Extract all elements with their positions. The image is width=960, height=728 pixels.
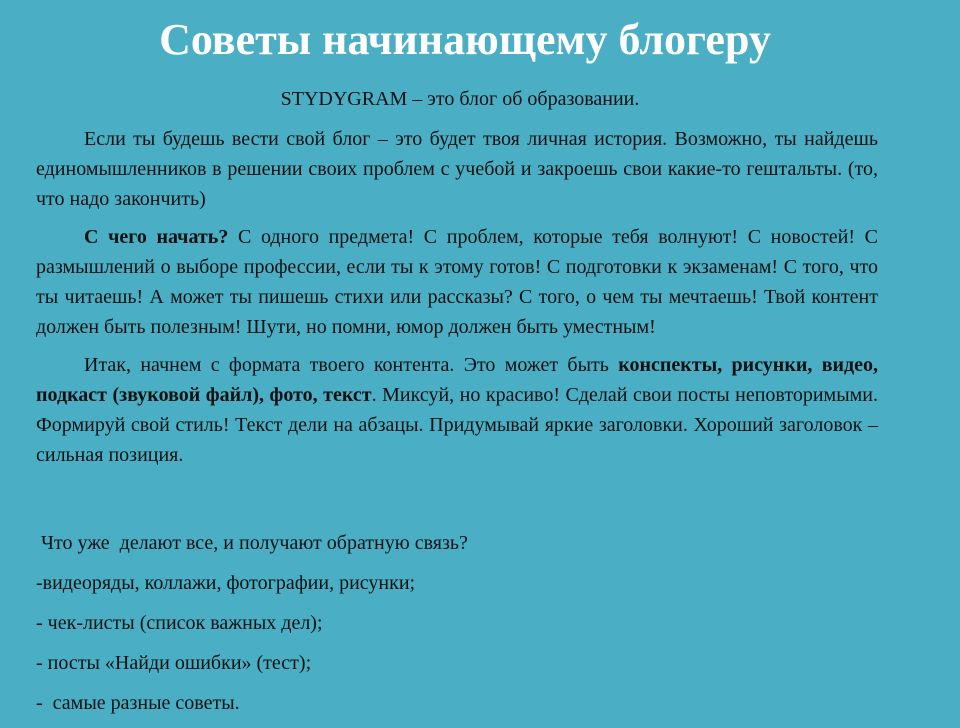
list-item: - самые разные советы. xyxy=(36,692,240,714)
slide-subtitle: STYDYGRAM – это блог об образовании. xyxy=(280,88,640,110)
slide-title: Советы начинающему блогеру xyxy=(159,15,771,64)
list-item: - чек-листы (список важных дел); xyxy=(36,612,323,634)
list-question: Что уже делают все, и получают обратную связь? xyxy=(36,532,468,554)
body-text xyxy=(36,124,878,478)
paragraph-how-to-start-text: С одного предмета! С проблем, которые тебя волнуют! С новостей! С размышлений о выборе профессии, если ты к этому готов! С подготовки к экзаменам! С того, что ты читаешь! А может ты пишешь стихи или рассказы? С того, о чем ты мечтаешь! Твой контент должен быть полезным! Шути, но помни, юмор должен быть уместным! xyxy=(36,226,878,338)
paragraph-how-to-start xyxy=(36,222,878,342)
feedback-list xyxy=(36,528,878,728)
paragraph-content-format-text: . Миксуй, но красиво! Сделай свои посты неповторимыми. Формируй свой стиль! Текст дели на абзацы. Придумывай яркие заголовки. Хороший заголовок – сильная позиция. xyxy=(36,384,879,466)
list-item: -видеоряды, коллажи, фотографии, рисунки; xyxy=(36,572,416,594)
paragraph-content-format-bold: конспекты, рисунки, видео, подкаст (звуковой файл), фото, текст xyxy=(36,354,879,406)
paragraph-content-format xyxy=(36,350,878,470)
paragraph-how-to-start-heading: С чего начать? xyxy=(84,226,229,248)
list-item: - посты «Найди ошибки» (тест); xyxy=(36,652,312,674)
paragraph-intro: Если ты будешь вести свой блог – это будет твоя личная история. Возможно, ты найдешь единомышленников в решении своих проблем с учебой и закроешь свои какие-то гештальты. (то, что надо закончить) xyxy=(36,128,878,210)
paragraph-content-format-lead: Итак, начнем с формата твоего контента. Это может быть xyxy=(84,354,619,376)
